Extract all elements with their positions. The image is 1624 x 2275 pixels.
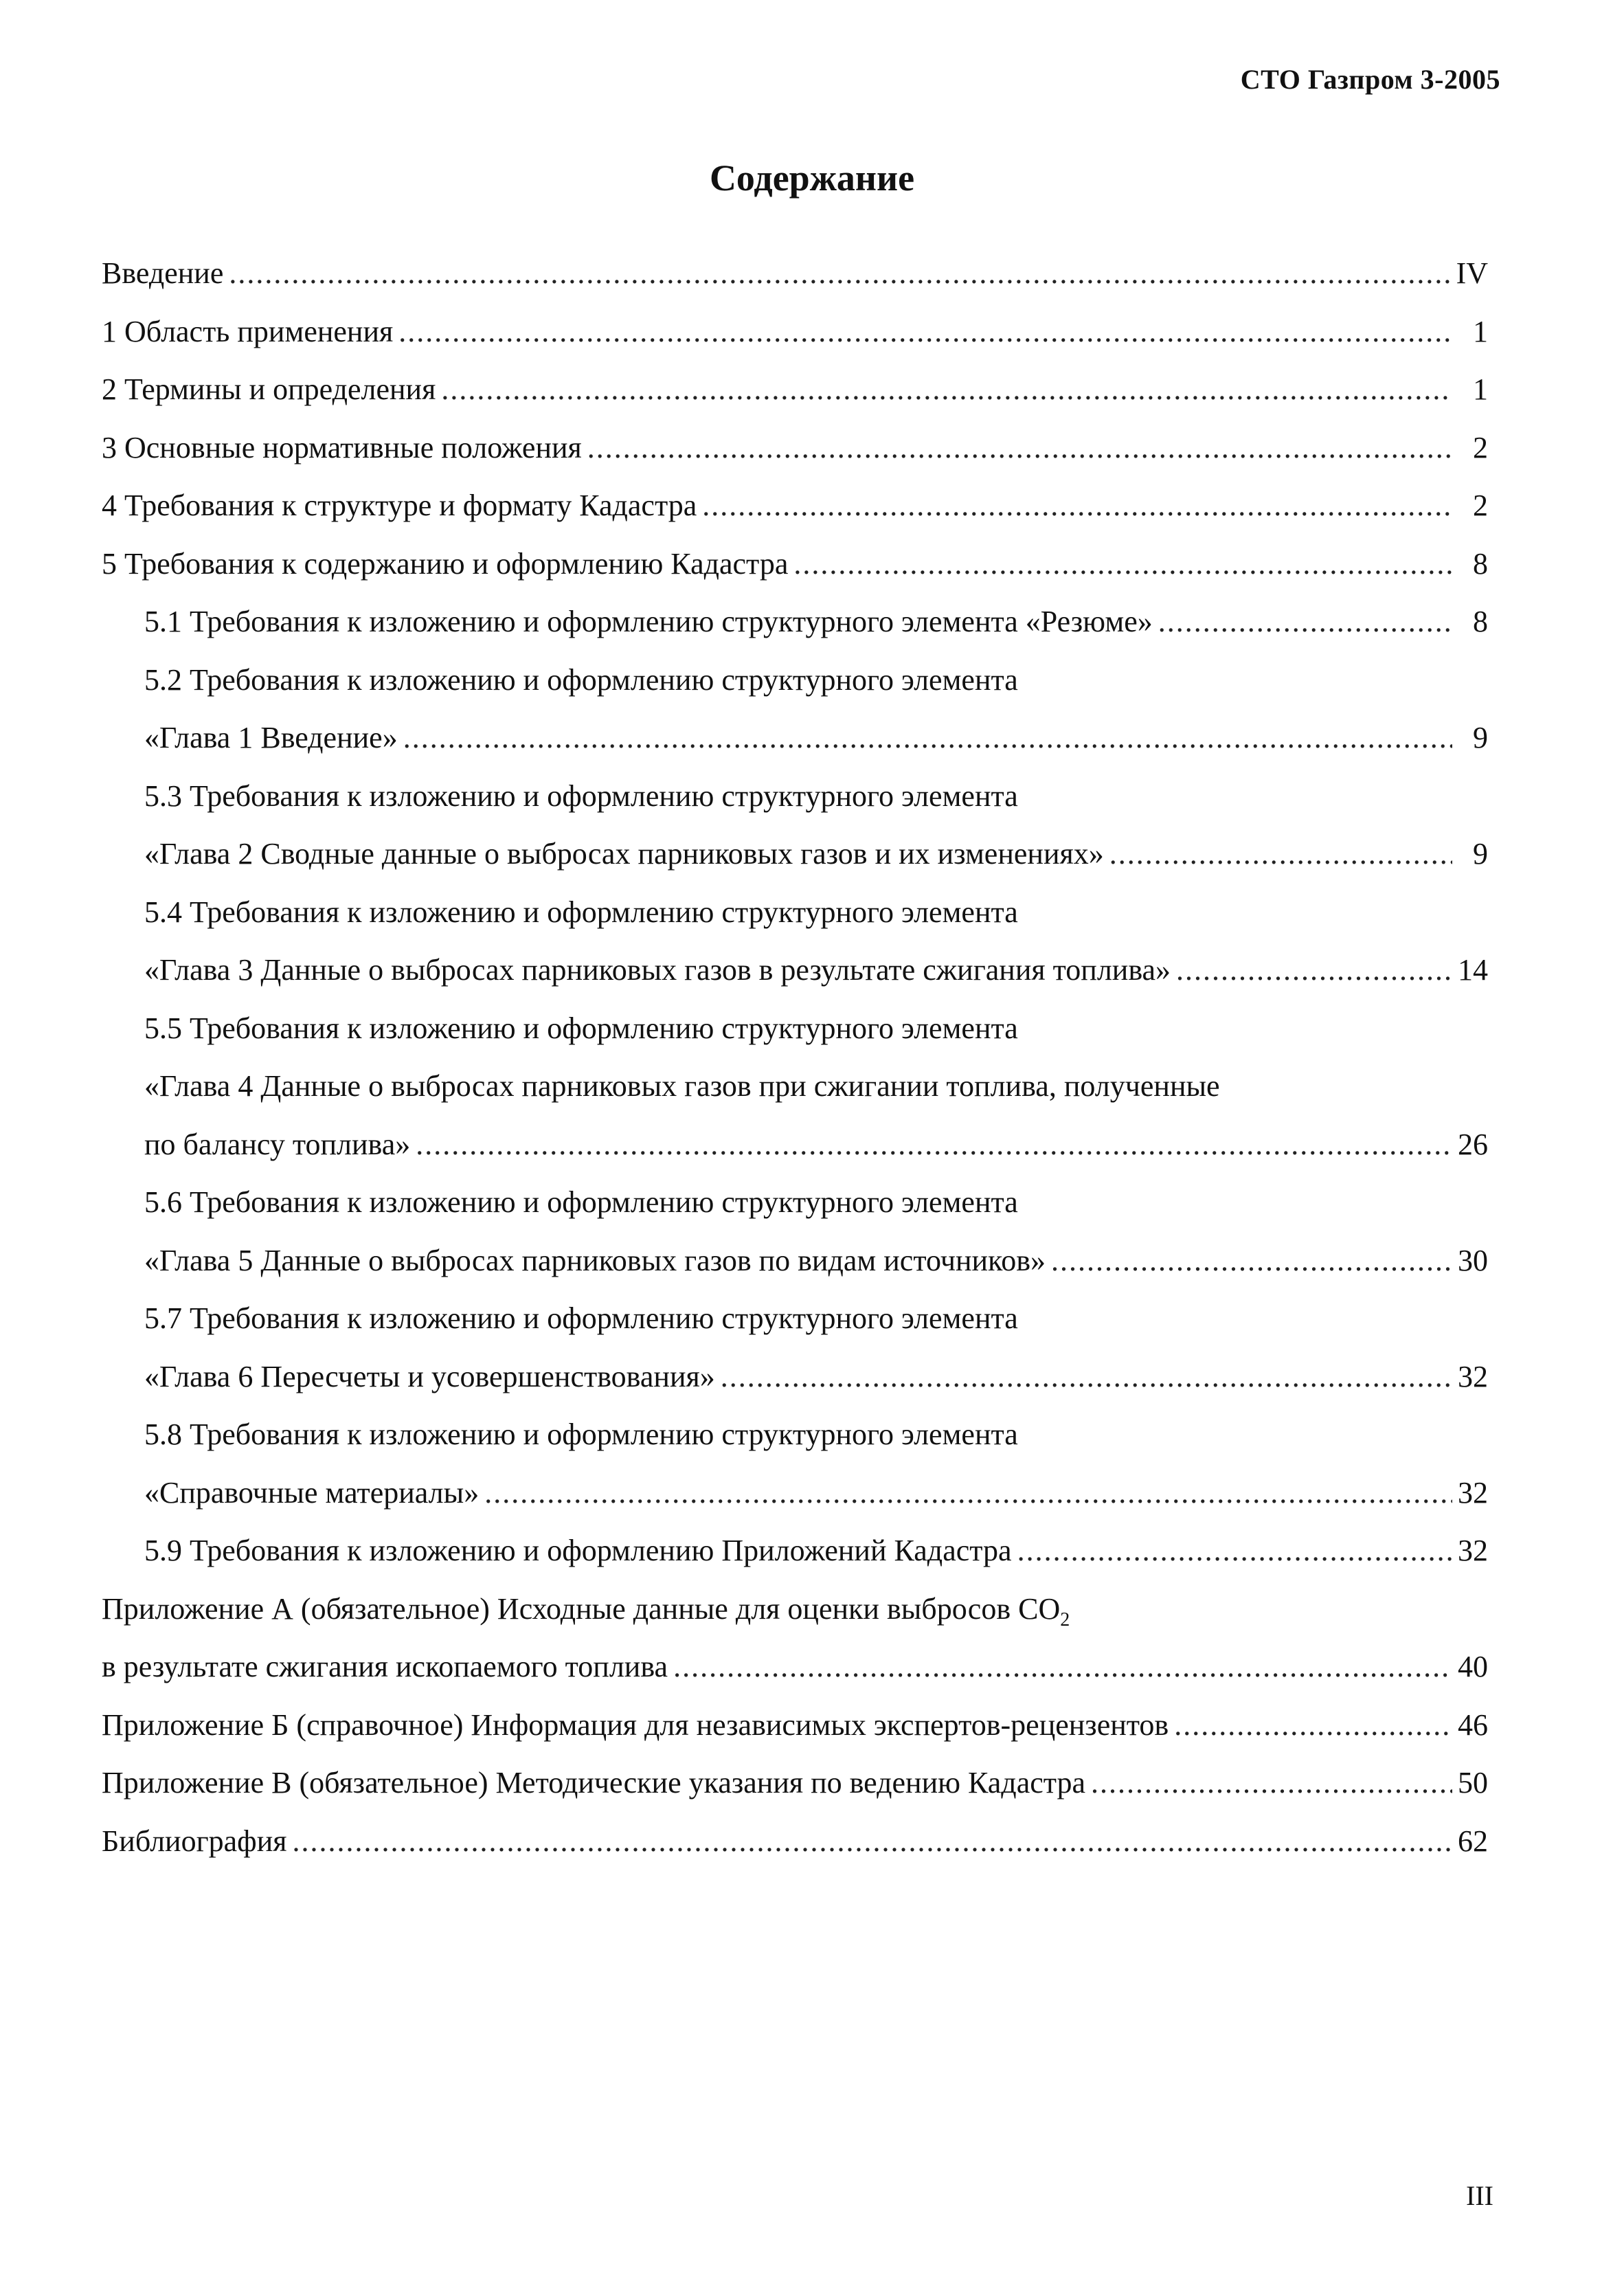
toc-title: Содержание <box>709 157 915 199</box>
leader-dots <box>398 303 1452 361</box>
toc-entry-text: в результате сжигания ископаемого топлива <box>102 1650 668 1683</box>
toc-entry[interactable] <box>102 361 1488 419</box>
toc-entry-page: 2 <box>1473 489 1488 522</box>
toc-entry-page: 62 <box>1458 1824 1488 1858</box>
toc-entry-page: 1 <box>1473 314 1488 348</box>
leader-dots <box>403 709 1452 767</box>
toc-entry[interactable] <box>102 1174 1488 1232</box>
toc-entry[interactable] <box>102 1348 1488 1407</box>
leader-dots <box>1017 1522 1452 1580</box>
leader-dots <box>673 1638 1452 1696</box>
toc-entry[interactable] <box>102 245 1488 303</box>
toc-entry[interactable] <box>102 884 1488 942</box>
subscript: 2 <box>1060 1609 1070 1630</box>
toc-entry-text: «Глава 2 Сводные данные о выбросах парниковых газов и их изменениях» <box>144 837 1104 871</box>
toc-entry-page: 50 <box>1458 1766 1488 1800</box>
toc-entry-page: 2 <box>1473 430 1488 464</box>
toc-entry[interactable] <box>102 593 1488 651</box>
toc-entry-text: 5.2 Требования к изложению и оформлению структурного элемента <box>144 662 1018 697</box>
toc-entry-page: 46 <box>1458 1707 1488 1742</box>
toc-entry-text: Библиография <box>102 1824 287 1858</box>
toc-entry-text: 5.5 Требования к изложению и оформлению структурного элемента <box>144 1011 1018 1045</box>
toc-entry-text-main: Приложение А (обязательное) Исходные данные для оценки выбросов CO <box>102 1591 1061 1626</box>
toc-entry[interactable] <box>102 419 1488 478</box>
toc-entry[interactable] <box>102 825 1488 884</box>
toc-entry-text: 2 Термины и определения <box>102 372 436 406</box>
toc-entry[interactable] <box>102 1754 1488 1813</box>
toc-entry-text: 1 Область применения <box>102 314 394 348</box>
leader-dots <box>1174 1696 1452 1755</box>
toc-entry-text: 4 Требования к структуре и формату Кадастра <box>102 489 697 522</box>
toc-entry[interactable] <box>102 1000 1488 1058</box>
toc-entry-page: 32 <box>1458 1359 1488 1393</box>
toc-entry[interactable] <box>102 1290 1488 1348</box>
toc-entry-page: 32 <box>1458 1534 1488 1567</box>
toc-entry[interactable] <box>102 303 1488 361</box>
page-number: III <box>1466 2180 1493 2211</box>
toc-entry[interactable] <box>102 1580 1488 1639</box>
toc-entry[interactable] <box>102 1638 1488 1696</box>
toc-entry[interactable] <box>102 1696 1488 1755</box>
toc-entry[interactable] <box>102 1464 1488 1523</box>
document-code: СТО Газпром 3-2005 <box>1240 64 1500 95</box>
toc-entry-page: 9 <box>1473 721 1488 754</box>
leader-dots <box>484 1464 1452 1523</box>
toc-entry-text: «Глава 4 Данные о выбросах парниковых газов при сжигании топлива, полученные <box>144 1069 1220 1103</box>
toc-entry[interactable] <box>102 1813 1488 1871</box>
toc-entry-text: по балансу топлива» <box>144 1127 411 1161</box>
leader-dots <box>416 1116 1452 1174</box>
toc-entry-text: «Глава 1 Введение» <box>144 721 398 754</box>
toc-entry-text: Приложение Б (справочное) Информация для независимых экспертов-рецензентов <box>102 1707 1169 1742</box>
toc-entry-page: 9 <box>1473 837 1488 871</box>
toc-entry[interactable] <box>102 535 1488 594</box>
toc-entry[interactable] <box>102 941 1488 1000</box>
toc-entry-text: 5.9 Требования к изложению и оформлению Приложений Кадастра <box>144 1534 1012 1567</box>
toc-entry-text: 5.8 Требования к изложению и оформлению структурного элемента <box>144 1417 1018 1451</box>
toc-entry-text: 5 Требования к содержанию и оформлению Кадастра <box>102 546 789 581</box>
toc-entry-page: 1 <box>1473 372 1488 406</box>
toc-entry-text: «Глава 5 Данные о выбросах парниковых газов по видам источников» <box>144 1243 1046 1277</box>
toc-entry[interactable] <box>102 767 1488 826</box>
toc-entry-text: 3 Основные нормативные положения <box>102 430 582 464</box>
toc-entry-text: Приложение В (обязательное) Методические указания по ведению Кадастра <box>102 1766 1086 1800</box>
toc-entry-page: 32 <box>1458 1475 1488 1510</box>
toc-entry-text: 5.6 Требования к изложению и оформлению структурного элемента <box>144 1185 1018 1219</box>
leader-dots <box>1091 1754 1452 1813</box>
leader-dots <box>793 535 1452 594</box>
toc-entry-text: 5.3 Требования к изложению и оформлению структурного элемента <box>144 778 1018 813</box>
leader-dots <box>702 477 1452 535</box>
toc-entry[interactable] <box>102 477 1488 535</box>
leader-dots <box>587 419 1452 478</box>
toc-entry-page: 26 <box>1458 1127 1488 1161</box>
toc-entry-page: IV <box>1456 256 1488 290</box>
toc-entry-text: 5.1 Требования к изложению и оформлению структурного элемента «Резюме» <box>144 605 1153 638</box>
leader-dots <box>1109 825 1452 884</box>
leader-dots <box>1051 1232 1452 1290</box>
leader-dots <box>721 1348 1452 1407</box>
toc-entry-text: 5.7 Требования к изложению и оформлению структурного элемента <box>144 1301 1018 1335</box>
toc-entry-text: Введение <box>102 256 224 290</box>
table-of-contents <box>102 245 1488 1870</box>
toc-entry-text: «Глава 3 Данные о выбросах парниковых газов в результате сжигания топлива» <box>144 953 1171 987</box>
toc-entry-page: 8 <box>1473 546 1488 581</box>
toc-entry-page: 30 <box>1458 1243 1488 1277</box>
leader-dots <box>229 245 1450 303</box>
toc-entry-text: «Глава 6 Пересчеты и усовершенствования» <box>144 1359 715 1393</box>
toc-entry[interactable] <box>102 651 1488 710</box>
leader-dots <box>441 361 1452 419</box>
toc-entry[interactable] <box>102 709 1488 767</box>
toc-entry-page: 14 <box>1458 953 1488 987</box>
leader-dots <box>1176 941 1452 1000</box>
toc-entry-page: 40 <box>1458 1650 1488 1683</box>
toc-entry-page: 8 <box>1473 605 1488 638</box>
toc-entry-text <box>102 1580 1070 1639</box>
toc-entry-text: «Справочные материалы» <box>144 1475 480 1510</box>
toc-entry[interactable] <box>102 1406 1488 1464</box>
toc-entry[interactable] <box>102 1232 1488 1290</box>
toc-entry-text: 5.4 Требования к изложению и оформлению структурного элемента <box>144 895 1018 929</box>
leader-dots <box>292 1813 1452 1871</box>
toc-entry[interactable] <box>102 1522 1488 1580</box>
toc-entry[interactable] <box>102 1057 1488 1116</box>
leader-dots <box>1158 593 1452 651</box>
toc-entry[interactable] <box>102 1116 1488 1174</box>
